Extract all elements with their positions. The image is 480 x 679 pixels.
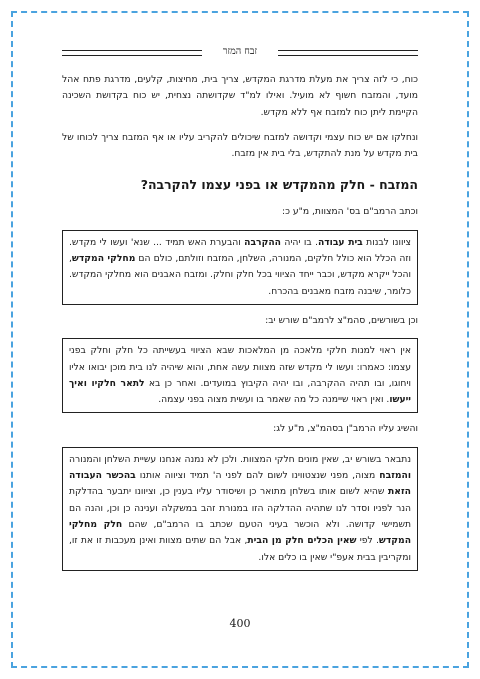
header-rule-left [62, 50, 202, 56]
section-title: המזבח - חלק מהמקדש או בפני עצמו להקרבה? [140, 177, 418, 193]
emphasis: ההקרבה [244, 236, 281, 248]
quote-text [69, 235, 411, 300]
emphasis: חלק מחלקי המקדש [69, 518, 411, 547]
emphasis: לתאר חלקיו ואיך ייעשו [69, 377, 411, 406]
quote-segment: , והכל ייקרא מקדש, וכבר ייחד הציווי בכל חלק וחלק. ומזבח האבנים הוא מחלקי המקדש. כלומר, שיבנה מזבח מאבנים בהכרח. [69, 253, 411, 297]
quote-segment: שהיא לשום אותו בשלחן מתואר כן ושיסודר עליו בענין כן, וציוונו יתבער בהדלקת הנר לפניו וסדר לנו שתהיה ההדלקה הזו במנורת זהב במשקלה וענינה כן וכן, והנה הם תשמישי קדושה. ולא הוכשר בעיני הטעם שכתב בו הרמב"ם, שהם [69, 486, 411, 530]
quote-segment: אין ראוי למנות חלקי מלאכה מן המלאכות שבא הציווי בעשייתה כל חלק וחלק בפני עצמו: כאמרו: ועשו לי מקדש שזה מצוות עשה אחת, והוא שיהיה לנו בית מוכן יבואו אליו ויחוגו, ובו תהיה ההקרבה, ובו יהיה הקיבוץ במועדים. ואחר כן בא [69, 345, 411, 389]
emphasis: בית עבודה [317, 236, 363, 248]
paragraph-dispute: ונחלקו אם יש כוח עצמי וקדושה למזבח שיכולים להקריב עליו או אף המזבח צריך לכוחו של בית מקדש על מנת להתקדש, בלי בית אין מזבח. [62, 131, 418, 160]
source-rambam-mitzvot: וכתב הרמב"ם בס' המצוות, מ"ע כ: [281, 206, 418, 218]
quote-text [69, 343, 411, 408]
quote-text [69, 452, 411, 566]
running-header [62, 44, 418, 62]
emphasis: שאין הכלים חלק מן הבית [247, 535, 357, 547]
quote-box-rambam-mitzvot [62, 230, 418, 305]
quote-segment: . ואין ראוי שיימנה כל מה שאמר בו ועשית מצוה בפני עצמה. [158, 394, 390, 406]
quote-segment: והבערת האש תמיד ... שנא' ועשו לי מקדש. וזה הכלל הוא כולל חלקים, המנורה, השלחן, המזבח וזולתם, כולם הם [69, 236, 412, 265]
quote-segment: נתבאר בשורש יב, שאין מונים חלקי המצוות. ולכן לא נמנה אנחנו עשיית השלחן והמנורה [69, 453, 411, 465]
quote-segment: ציוונו לבנות [362, 236, 411, 248]
emphasis: מחלקי המקדש [71, 253, 136, 265]
source-ramban: והשיג עליו הרמב"ן בסהמ"צ, מ"ע לג: [273, 423, 418, 435]
quote-segment: , אבל הם שתים מצוות ואינן מעכבות זו את זו, ומקריבין בבית אעפ"י שאין בו כלים אלו. [69, 535, 411, 563]
page-body [62, 72, 418, 579]
header-rule-right [278, 50, 418, 56]
emphasis: והמזבח [379, 470, 411, 482]
header-title: זבח המזר [215, 44, 265, 60]
paragraph-intro: כוח, כי לזה צריך את מעלת מדרגת המקדש, צריך בית, מחיצות, קלעים, מדרגת פתח אהל מועד, והמזבח חשוף לא מועיל. ואילו למ"ד שקדושתה נצחית, יש כוח בקדושת השכינה הקיימת ליתן כוח למזבח אף ללא מקדש. [62, 74, 418, 118]
page-number: 400 [229, 617, 251, 630]
quote-segment: . לפי [356, 535, 379, 547]
quote-segment: מצוה, מפני שנצטווינו לשום להם לפני ה' תמיד וציווה אותנו [135, 470, 380, 482]
quote-segment: . בו יהיה [280, 236, 318, 248]
quote-box-ramban [62, 447, 418, 571]
emphasis: בהכשר העבודה הזאת [69, 470, 411, 498]
quote-box-rambam-shorashim [62, 338, 418, 413]
source-rambam-shorashim: וכן בשורשים, סהמ"צ לרמב"ם שורש יב: [265, 314, 418, 326]
